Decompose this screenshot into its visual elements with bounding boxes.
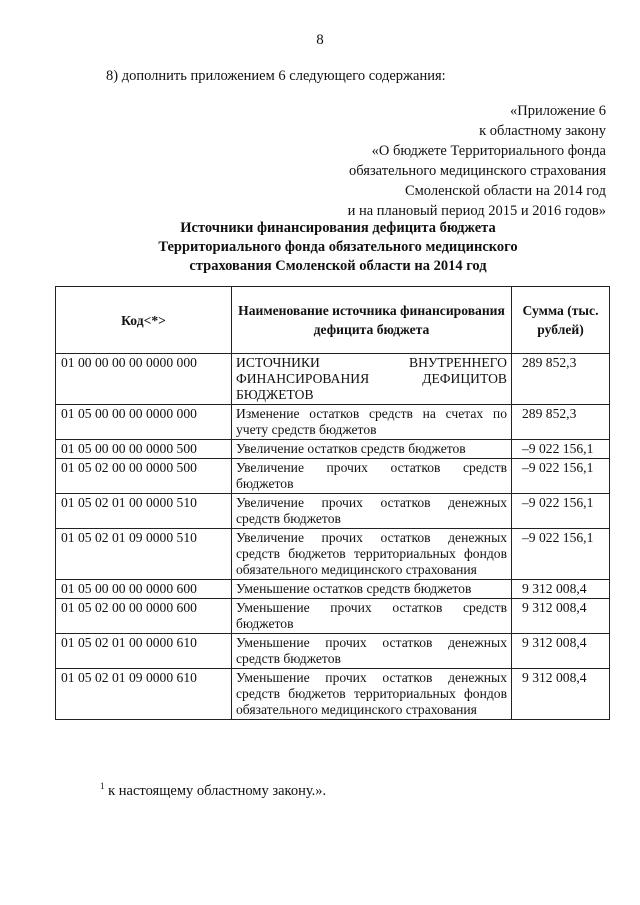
header-sum: Сумма (тыс. рублей) — [512, 287, 610, 354]
row-code: 01 05 02 00 00 0000 500 — [56, 459, 232, 494]
row-code: 01 05 02 01 00 0000 610 — [56, 634, 232, 669]
table-row — [56, 529, 610, 580]
title-line: Территориального фонда обязательного медицинского — [158, 239, 518, 255]
row-sum: –9 022 156,1 — [512, 459, 610, 494]
header-code: Код<*> — [56, 287, 232, 354]
appendix-header — [348, 101, 606, 221]
row-name: Уменьшение прочих остатков денежных средств бюджетов территориальных фондов обязательного медицинского страхования — [232, 669, 512, 720]
row-code: 01 05 00 00 00 0000 000 — [56, 405, 232, 440]
table-row — [56, 494, 610, 529]
table-row — [56, 354, 610, 405]
appendix-line: «О бюджете Территориального фонда — [371, 143, 606, 159]
row-sum: 9 312 008,4 — [512, 599, 610, 634]
table-title — [0, 219, 640, 276]
row-name: Уменьшение прочих остатков денежных средств бюджетов — [232, 634, 512, 669]
row-code: 01 05 00 00 00 0000 600 — [56, 580, 232, 599]
table-body — [56, 354, 610, 720]
footnote-superscript: 1 — [100, 781, 105, 791]
intro-paragraph: 8) дополнить приложением 6 следующего содержания: — [106, 68, 446, 84]
row-sum: 9 312 008,4 — [512, 580, 610, 599]
table-row — [56, 580, 610, 599]
appendix-line: «Приложение 6 — [510, 103, 606, 119]
title-line: страхования Смоленской области на 2014 год — [189, 258, 487, 274]
row-code: 01 05 02 00 00 0000 600 — [56, 599, 232, 634]
footnote-text-end: к настоящему областному закону.». — [104, 782, 327, 799]
table-row — [56, 459, 610, 494]
appendix-line: к областному закону — [479, 123, 606, 139]
appendix-line: обязательного медицинского страхования — [349, 163, 606, 179]
header-name: Наименование источника финансирования дефицита бюджета — [232, 287, 512, 354]
row-code: 01 05 02 01 00 0000 510 — [56, 494, 232, 529]
table-row — [56, 634, 610, 669]
row-code: 01 05 02 01 09 0000 510 — [56, 529, 232, 580]
row-sum: –9 022 156,1 — [512, 494, 610, 529]
row-name: Увеличение прочих остатков денежных средств бюджетов — [232, 494, 512, 529]
row-code: 01 05 02 01 09 0000 610 — [56, 669, 232, 720]
row-name: Уменьшение остатков средств бюджетов — [232, 580, 512, 599]
table-row — [56, 440, 610, 459]
row-name: Увеличение остатков средств бюджетов — [232, 440, 512, 459]
row-sum: 289 852,3 — [512, 405, 610, 440]
financing-sources-table — [55, 286, 610, 720]
row-sum: 289 852,3 — [512, 354, 610, 405]
row-name: ИСТОЧНИКИ ВНУТРЕННЕГО ФИНАНСИРОВАНИЯ ДЕФИЦИТОВ БЮДЖЕТОВ — [232, 354, 512, 405]
table-row — [56, 405, 610, 440]
row-name: Уменьшение прочих остатков средств бюджетов — [232, 599, 512, 634]
appendix-line: Смоленской области на 2014 год — [404, 183, 606, 199]
table-row — [56, 669, 610, 720]
table-row — [56, 599, 610, 634]
row-code: 01 00 00 00 00 0000 000 — [56, 354, 232, 405]
footnote — [55, 777, 610, 801]
row-code: 01 05 00 00 00 0000 500 — [56, 440, 232, 459]
row-name: Увеличение прочих остатков денежных средств бюджетов территориальных фондов обязательного медицинского страхования — [232, 529, 512, 580]
row-sum: –9 022 156,1 — [512, 529, 610, 580]
row-name: Увеличение прочих остатков средств бюджетов — [232, 459, 512, 494]
row-sum: –9 022 156,1 — [512, 440, 610, 459]
appendix-line: и на плановый период 2015 и 2016 годов» — [347, 203, 606, 219]
row-sum: 9 312 008,4 — [512, 669, 610, 720]
page-number: 8 — [316, 32, 324, 48]
row-sum: 9 312 008,4 — [512, 634, 610, 669]
title-line: Источники финансирования дефицита бюджета — [180, 220, 496, 236]
table-header-row — [56, 287, 610, 354]
row-name: Изменение остатков средств на счетах по учету средств бюджетов — [232, 405, 512, 440]
